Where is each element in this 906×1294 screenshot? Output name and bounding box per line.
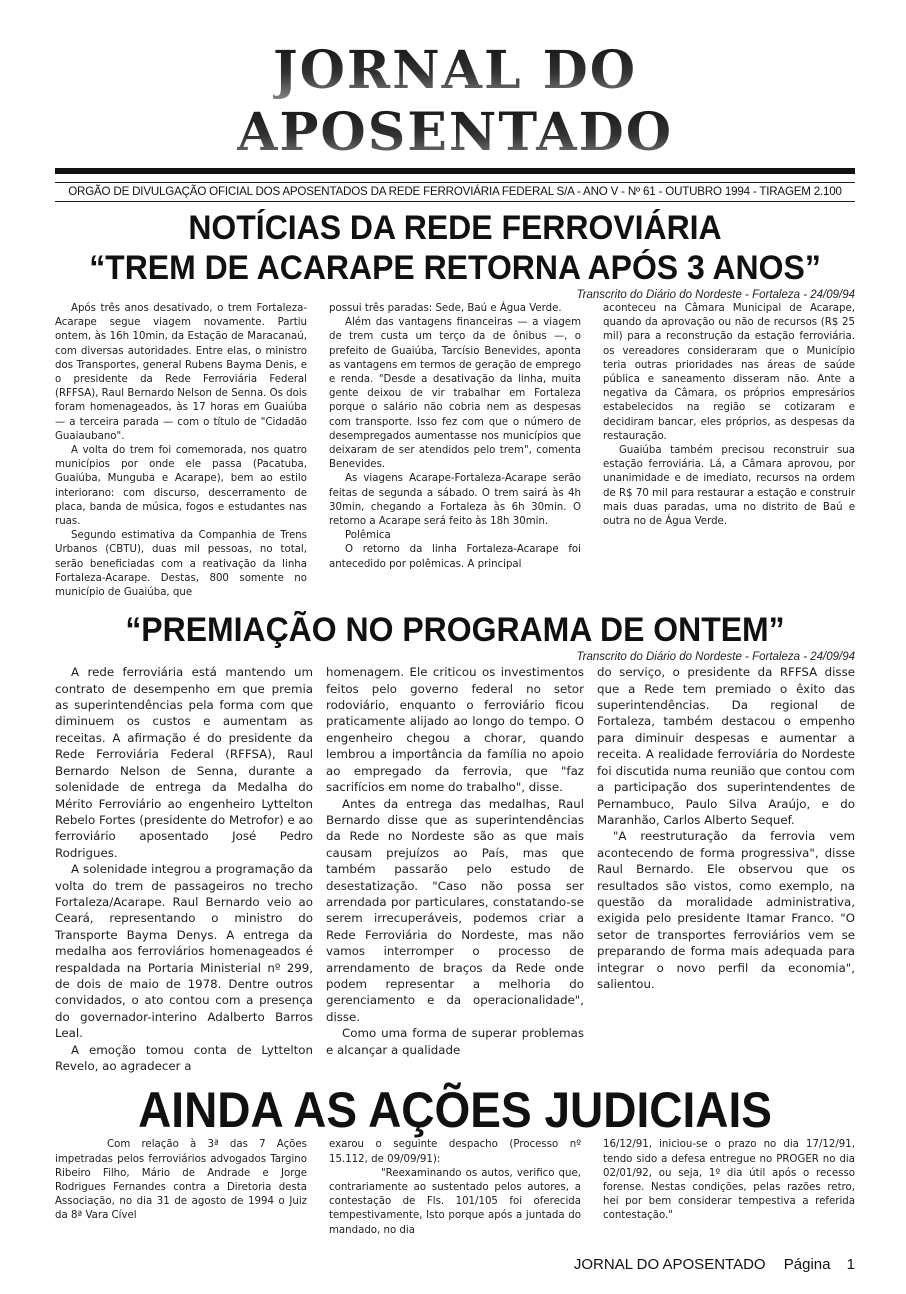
paragraph: A emoção tomou conta de Lyttelton Revelo, ao agradecer a [55,1042,313,1074]
subheading: Polêmica [345,530,391,542]
paragraph: Com relação à 3ª das 7 Ações impetradas pelos ferroviários advogados Targino Ribeiro Filho, Mário de Andrade e Jorge Rodrigues Fernandes contra a Diretoria desta Associação, no dia 31 de agosto de 1994 o Juiz da 8ª Vara Cível [55,1139,307,1222]
article1-credit: Transcrito do Diário do Nordeste - Fortaleza - 24/09/94 [576,289,855,301]
article2-column-1 [55,664,313,1074]
paragraph: possui três paradas: Sede, Baú e Água Verde. [329,303,562,314]
paragraph: 16/12/91, iniciou-se o prazo no dia 17/12/91, tendo sido a defesa entregue no PROGER no dia 02/01/92, ou seja, 1º dia útil após o recesso forense. Nestas condições, pelas razões retro, hei por bem considerar tempestiva a referida contestação." [603,1139,855,1222]
article1-headline-line2: “TREM DE ACARAPE RETORNA APÓS 3 ANOS” [89,249,821,287]
article2-credit: Transcrito do Diário do Nordeste - Fortaleza - 24/09/94 [576,651,855,664]
article1-headline-line1: NOTÍCIAS DA REDE FERROVIÁRIA [188,209,722,247]
paragraph: A rede ferroviária está mantendo um contrato de desempenho em que premia as superintendências pela forma com que diminuem os custos e aumentam as receitas. A afirmação é do presidente da Rede Ferroviária Federal (RFFSA), Raul Bernardo Nelson de Senna, durante a solenidade de entrega da Medalha do Mérito Ferroviário ao engenheiro Lyttelton Rebelo Fortes (presidente do Metrofor) e ao ferroviário aposentado José Pedro Rodrigues. [55,665,313,860]
article2-column-2 [326,664,584,1058]
paragraph: Guaiúba também precisou reconstruir sua estação ferroviária. Lá, a Câmara aprovou, por unanimidade e de imediato, recursos na ordem de R$ 70 mil para restaurar a estação e construir mais duas paradas, uma no distrito de Baú e outra no de Água Verde. [603,445,855,528]
paragraph: Antes da entrega das medalhas, Raul Bernardo disse que as superintendências da Rede no Nordeste são as que mais causam prejuízos ao País, mas que também passarão pelo estudo de desestatização. "Caso não possa ser arrendada por particulares, constatando-se serem irrecuperáveis, podemos criar a Rede Ferroviária do Nordeste, mas não vamos interromper o processo de arrendamento de braços da Rede onde podem representar a melhoria do gerenciamento e da operacionalidade", disse. [326,796,584,1024]
paragraph: homenagem. Ele criticou os investimentos feitos pelo governo federal no setor rodoviário, enquanto o ferroviário ficou praticamente alijado ao longo do tempo. O engenheiro chegou a chorar, quando lembrou a importância da família no apoio ao empregado da ferrovia, que "faz sacrifícios em nome do trabalho", disse. [326,665,584,795]
paragraph: A volta do trem foi comemorada, nos quatro municípios por onde ele passa (Pacatuba, Guaiúba, Munguba e Acarape), bem ao estilo interiorano: com discurso, descerramento de placa, banda de música, fogos e estudantes nas ruas. [55,445,307,528]
article1 [55,208,855,600]
article2-columns [55,664,855,1074]
article1-column-1 [55,302,307,600]
paragraph: "Reexaminando os autos, verifico que, contrariamente ao sustentado pelos autores, a contestação de Fls. 101/105 foi oferecida tempestivamente, Isto porque após a juntada do mandado, no dia [329,1167,581,1236]
paragraph: exarou o seguinte despacho (Processo nº 15.112, de 09/09/91): [329,1139,581,1165]
article2-headline: “PREMIAÇÃO NO PROGRAMA DE ONTEM” [125,611,785,650]
article2 [55,610,855,1074]
article1-column-3 [603,302,855,529]
article3-headline: AINDA AS AÇÕES JUDICIAIS [138,1082,772,1139]
masthead-title [55,40,855,164]
paragraph: "A reestruturação da ferrovia vem acontecendo de forma progressiva", disse Raul Bernardo. Ele observou que os resultados são vistos, como exemplo, na questão da moralidade administrativa, exigida pelo presidente Itamar Franco. "O setor de transportes ferroviários vem se preparando de forma mais adequada para integrar o novo perfil da economia", salientou. [597,829,855,991]
footer-page-label: Página [783,1255,831,1273]
paragraph: aconteceu na Câmara Municipal de Acarape, quando da aprovação ou não de recursos (R$ 25 mil) para a reconstrução da estação ferroviária. os vereadores consideraram que o Município teria outras prioridades nas áreas de saúde pública e saneamento disseram não. Ante a negativa da Câmara, os próprios empresários estabelecidos na região se cotizaram e decidiram bancar, eles próprios, as despesas da restauração. [603,303,855,442]
footer-publication: JORNAL DO APOSENTADO [573,1255,766,1273]
article1-column-2 [329,302,581,572]
paragraph: A solenidade integrou a programação da volta do trem de passageiros no trecho Fortaleza/Acarape. Raul Bernardo veio ao Ceará, representando o ministro do Transporte Bayma Denys. A entrega da medalha aos ferroviários homenageados é respaldada na Portaria Ministerial nº 299, de dois de maio de 1978. Dentre outros convidados, o ato contou com a presença do governador-interino Adalberto Barros Leal. [55,862,313,1041]
article3-column-1 [55,1138,307,1223]
paragraph: Além das vantagens financeiras — a viagem de trem custa um terço da de ônibus —, o prefeito de Guaiúba, Tarcísio Benevides, aponta as vantagens em termos de geração de emprego e renda. "Desde a desativação da linha, muita gente deixou de vir trabalhar em Fortaleza porque o salário não cobria nem as despesas com transporte. Isso fez com que o número de desempregados aumentasse nos municípios que deixaram de ser atendidos pelo trem", comenta Benevides. [329,317,581,471]
masthead-rule-bottom [55,201,855,202]
paragraph: O retorno da linha Fortaleza-Acarape foi antecedido por polêmicas. A principal [329,544,581,570]
newspaper-page [55,0,855,1294]
masthead-rule-gap [55,174,855,182]
paragraph: do serviço, o presidente da RFFSA disse que a Rede tem premiado o êxito das superintendências. Da regional de Fortaleza, também destacou o empenho para diminuir despesas e aumentar a receita. A realidade ferroviária do Nordeste foi discutida numa reunião que contou com a participação dos superintendentes de Pernambuco, Paulo Silva Araújo, e do Maranhão, Carlos Alberto Sequef. [597,665,855,827]
page-footer [55,1256,855,1274]
paragraph: Após três anos desativado, o trem Fortaleza-Acarape segue viagem novamente. Partiu ontem, às 16h 10min, da Estação de Maracanaú, com diversas autoridades. Entre elas, o ministro dos Transportes, general Rubens Bayma Denis, e o presidente da Rede Ferroviária Federal (RFFSA), Raul Bernardo Nelson de Senna. Os dois foram homenageados, às 17 horas em Guaiúba — a terceira parada — com o título de "Cidadão Guaiaubano". [55,303,307,442]
masthead-subtitle: ORGÃO DE DIVULGAÇÃO OFICIAL DOS APOSENTADOS DA REDE FERROVIÁRIA FEDERAL S/A - ANO V - Nº 61 - OUTUBRO 1994 - TIRAGEM 2.100 [68,185,842,198]
article3-columns [55,1138,855,1237]
article2-column-3 [597,664,855,992]
article3 [55,1082,855,1237]
article3-column-2 [329,1138,581,1237]
footer-page-number: 1 [846,1255,855,1273]
paragraph: Como uma forma de superar problemas e alcançar a qualidade [326,1026,584,1057]
article3-column-3 [603,1138,855,1223]
paragraph: Segundo estimativa da Companhia de Trens Urbanos (CBTU), duas mil pessoas, no total, serão beneficiadas com a reativação da linha Fortaleza-Acarape. Destas, 800 somente no município de Guaiúba, que [55,530,307,599]
paragraph: As viagens Acarape-Fortaleza-Acarape serão feitas de segunda a sábado. O trem sairá às 4h 30min, chegando a Fortaleza às 6h 30min. O retorno a Acarape será feito às 18h 30min. [329,473,581,528]
masthead-title-text: JORNAL DO APOSENTADO [236,40,674,163]
article1-columns [55,302,855,600]
